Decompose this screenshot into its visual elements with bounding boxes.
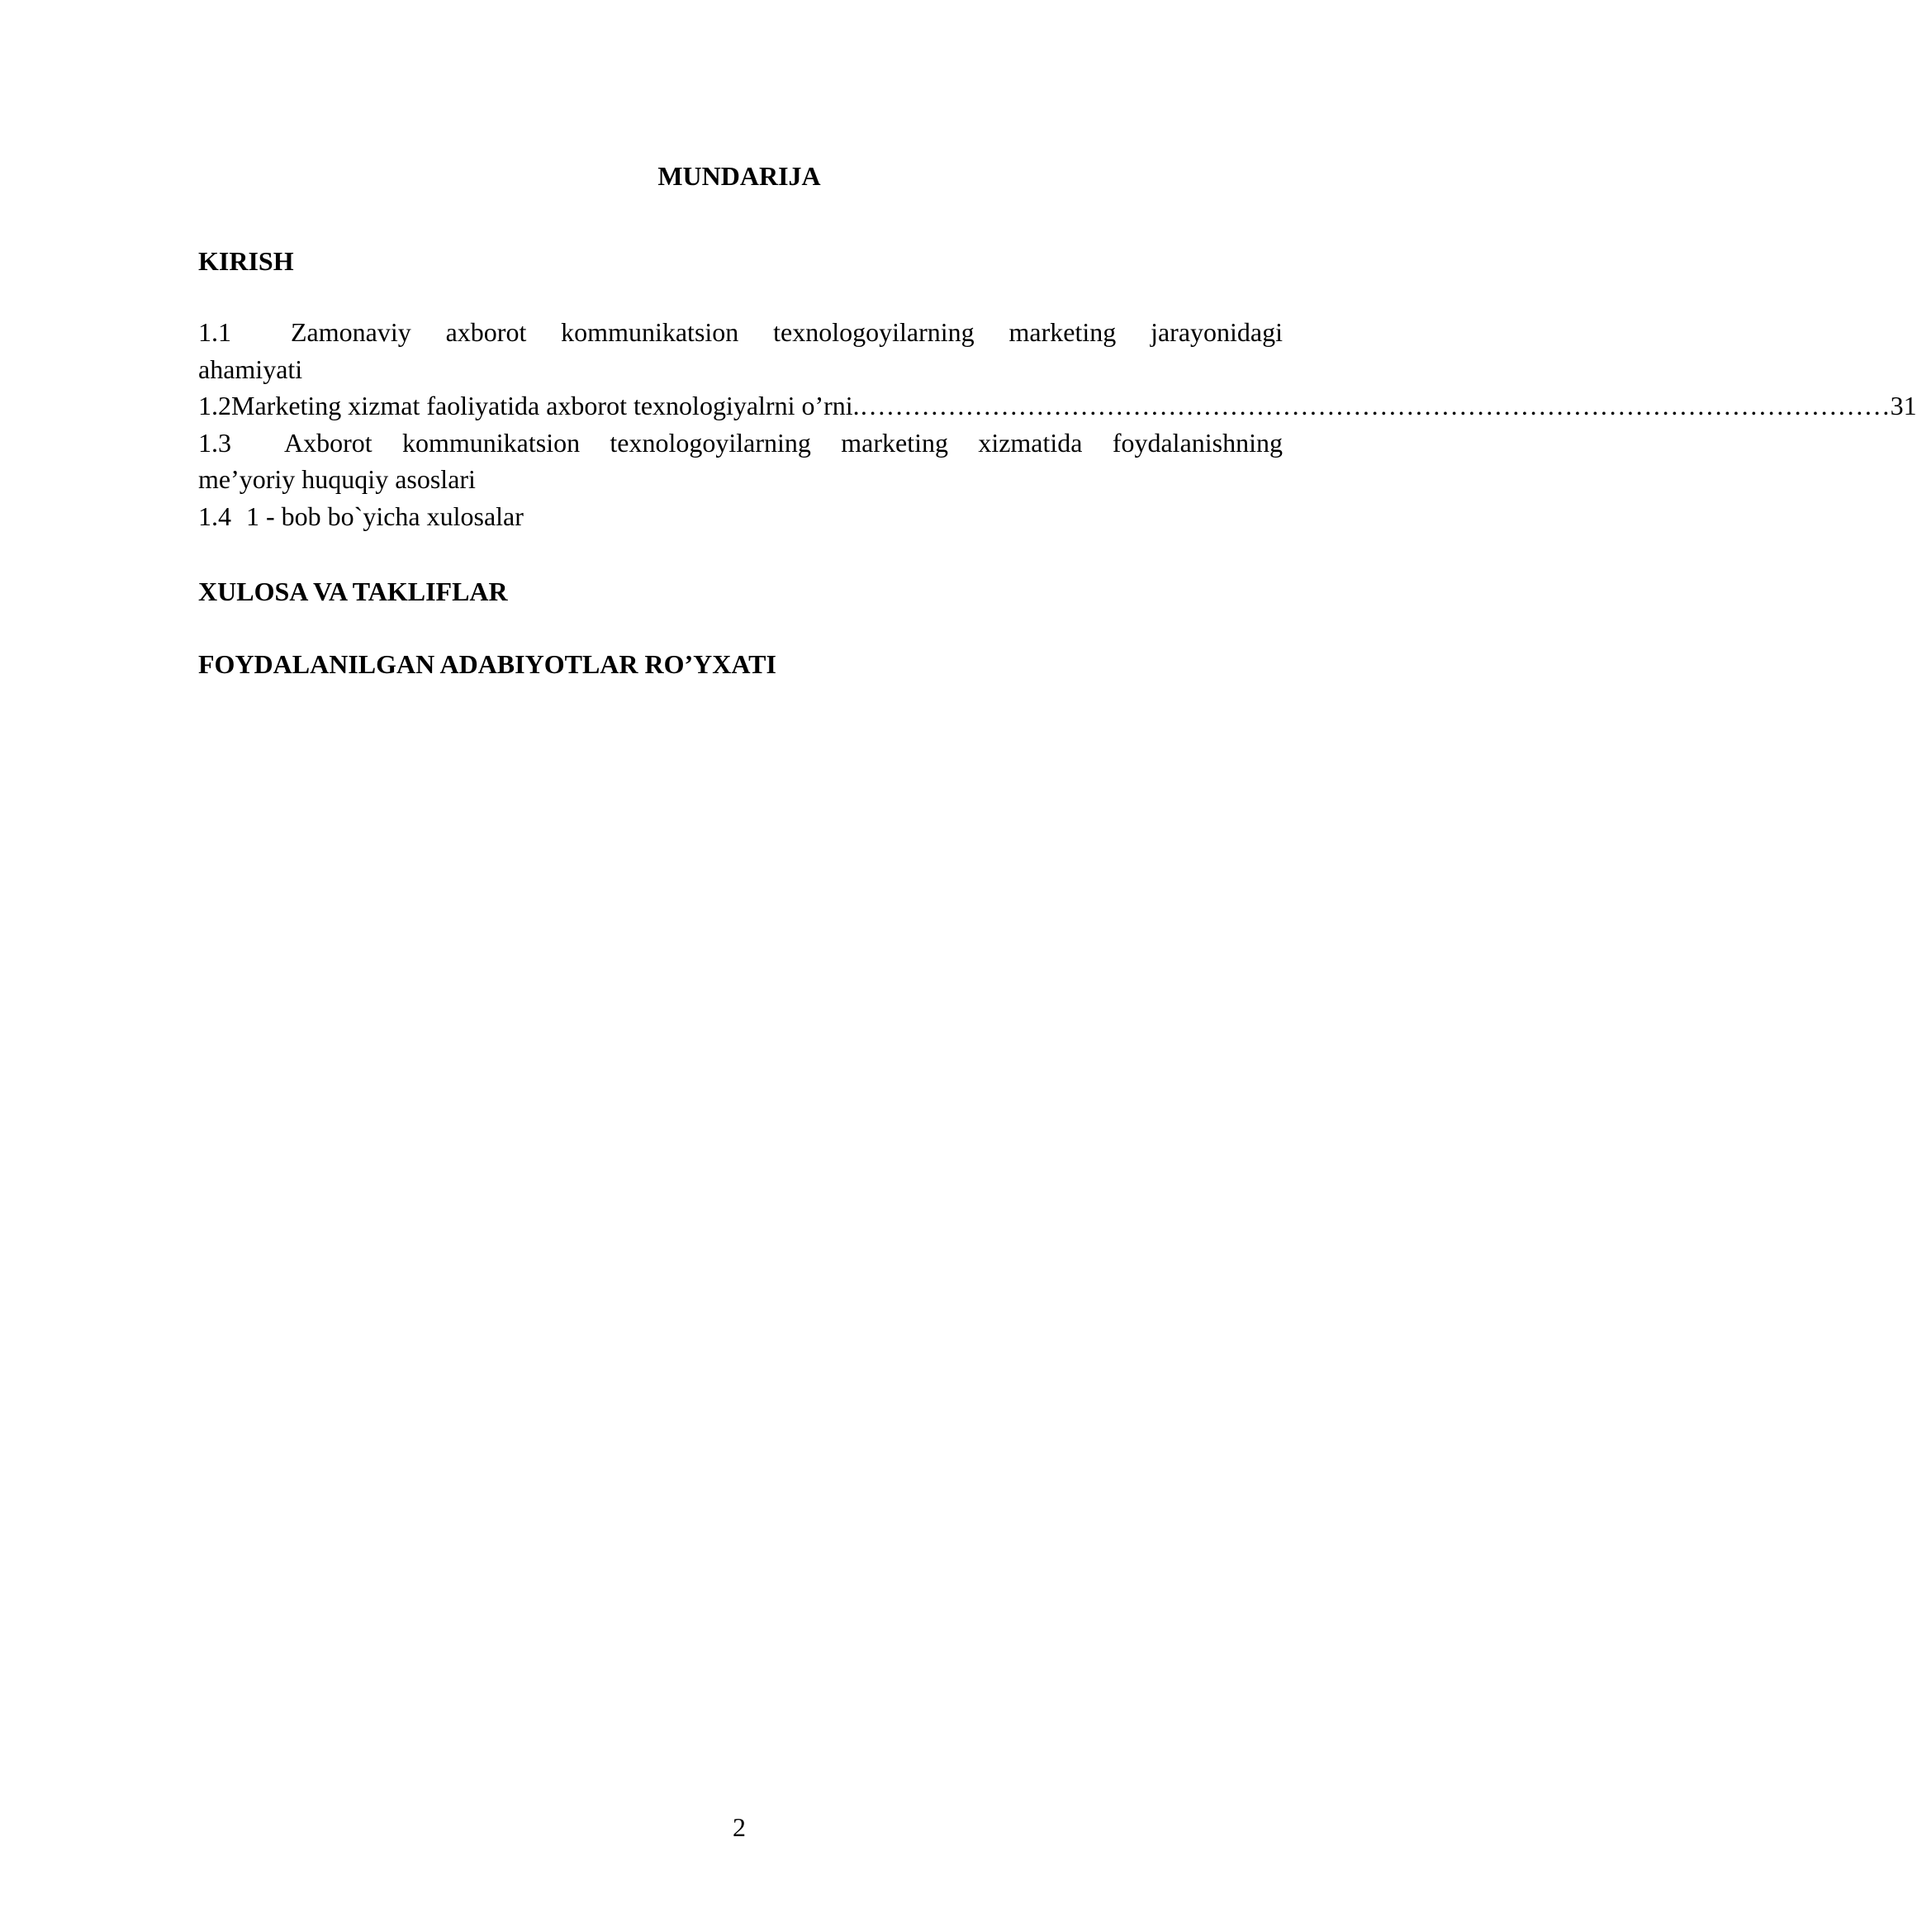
toc-item-1-3-line-1 [198,425,1283,462]
toc-item-number: 1.4 [198,501,231,531]
toc-item-1-3-line-2: me’yoriy huquqiy asoslari [198,464,476,494]
toc-item-1-4 [198,498,1283,535]
page-number: 2 [733,1812,746,1842]
toc-item-number: 1.3 [198,427,231,458]
table-of-contents [198,314,1917,534]
page-title: MUNDARIJA [657,161,821,191]
toc-item-1-2 [198,387,1917,425]
toc-item-1-1-line-1 [198,314,1283,351]
toc-item-text: Axborot kommunikatsion texnologoyilarning marketing xizmatida foydalanishning [284,427,1283,458]
toc-leader-dots: ……………………………………………………………………………………………………… [859,391,1891,420]
toc-item-text: Marketing xizmat faoliyatida axborot texnologiyalrni o’rni. [231,391,860,420]
intro-heading: KIRISH [198,246,294,276]
toc-item-page: 31 [1890,391,1917,420]
toc-item-1-1-line-2: ahamiyati [198,354,303,384]
toc-item-text: Zamonaviy axborot kommunikatsion texnologoyilarning marketing jarayonidagi [291,317,1283,347]
conclusion-heading: XULOSA VA TAKLIFLAR [198,577,508,606]
toc-item-text: 1 - bob bo`yicha xulosalar [246,501,524,531]
toc-item-number: 1.1 [198,317,231,347]
references-heading: FOYDALANILGAN ADABIYOTLAR RO’YXATI [198,649,776,679]
toc-item-number: 1.2 [198,391,231,420]
